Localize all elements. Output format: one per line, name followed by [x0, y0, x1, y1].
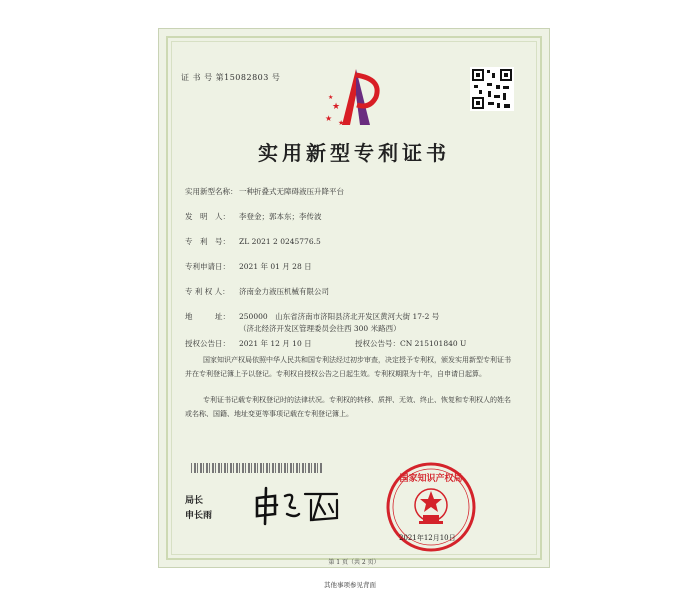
field-value: 李登金；郭本东；李传波: [239, 212, 322, 221]
field-value: 一种折叠式无障碍液压升降平台: [239, 187, 344, 196]
field-value: ZL 2021 2 0245776.5: [239, 237, 321, 246]
field-label: 专 利 权 人：: [185, 287, 230, 296]
barcode-icon: [191, 463, 323, 473]
field-patent-holder: [185, 286, 329, 297]
certificate-page: [158, 28, 550, 568]
svg-text:★: ★: [332, 102, 341, 112]
field-label: 实用新型名称：: [185, 187, 238, 196]
field-grant-number: [355, 338, 466, 349]
field-address-line2: （济北经济开发区管理委员会往西 300 米路西）: [239, 324, 401, 333]
legal-paragraph-1: 国家知识产权局依照中华人民共和国专利法经过初步审查，决定授予专利权，颁发实用新型专利证书并在专利登记簿上予以登记。专利权自授权公告之日起生效。专利权期限为十年，自申请日起算。: [185, 356, 511, 378]
field-label: 专利申请日：: [185, 262, 230, 271]
field-utility-name: [185, 186, 344, 197]
field-grant-date: [185, 338, 312, 349]
field-value: 250000 山东省济南市济阳县济北开发区黄河大街 17-2 号: [239, 312, 440, 321]
director-signature-icon: [251, 484, 341, 526]
field-label: 专 利 号：: [185, 237, 230, 246]
field-value: 2021 年 01 月 28 日: [239, 262, 312, 271]
field-value: 2021 年 12 月 10 日: [239, 339, 312, 348]
field-address: [185, 311, 439, 322]
qr-code-icon: [470, 67, 514, 111]
svg-text:★: ★: [325, 114, 333, 123]
field-value: CN 215101840 U: [400, 339, 467, 348]
director-title: 局长: [185, 496, 204, 506]
field-label: 授权公告号：: [355, 339, 400, 348]
seal-date: 2021年12月10日: [399, 534, 456, 542]
director-name: 申长雨: [185, 511, 213, 521]
svg-text:★: ★: [338, 119, 345, 127]
certificate-number: 证 书 号 第15082803 号: [181, 73, 281, 82]
svg-text:国家知识产权局: 国家知识产权局: [399, 474, 463, 484]
field-label: 发 明 人：: [185, 212, 230, 221]
cnipa-logo-icon: [310, 65, 400, 135]
certificate-title: 实用新型专利证书: [258, 141, 450, 165]
field-patent-number: [185, 236, 321, 247]
field-label: 地 址：: [185, 312, 230, 321]
field-filing-date: [185, 261, 312, 272]
page-number: 第 1 页（共 2 页）: [328, 559, 380, 566]
svg-text:★: ★: [328, 94, 334, 101]
field-value: 济南金力液压机械有限公司: [239, 287, 329, 296]
field-label: 授权公告日：: [185, 339, 230, 348]
footer-note: 其他事项参见背面: [324, 581, 376, 589]
field-inventor: [185, 211, 322, 222]
legal-paragraph-2: 专利证书记载专利权登记时的法律状况。专利权的转移、质押、无效、终止、恢复和专利权人的姓名或名称、国籍、地址变更等事项记载在专利登记簿上。: [185, 396, 511, 418]
